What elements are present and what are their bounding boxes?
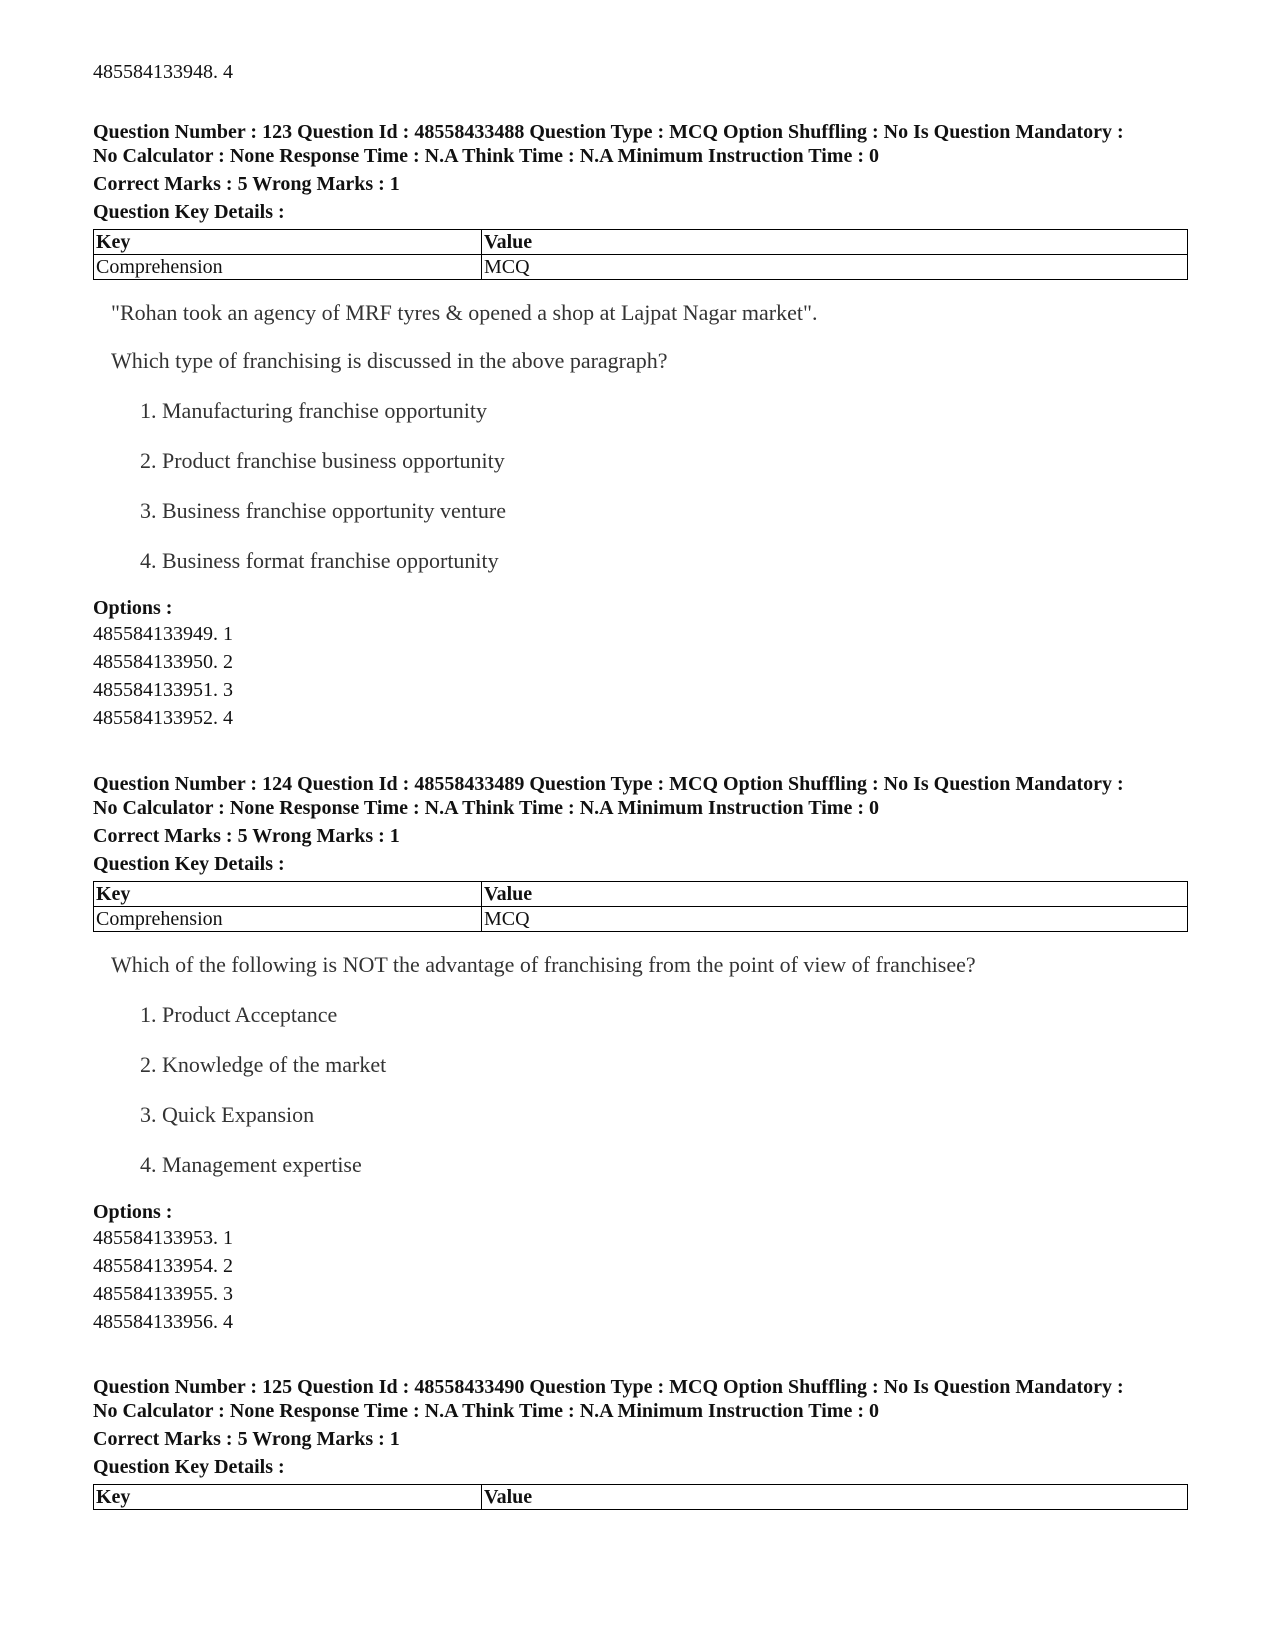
option-item: 485584133949. 1: [93, 623, 233, 645]
table-header-value: Value: [482, 230, 1188, 255]
question-image: [93, 952, 1188, 1178]
choice-item: 2. Product franchise business opportunity: [140, 448, 505, 473]
table-header-value: Value: [482, 882, 1188, 907]
table-header-row: [94, 230, 1188, 255]
table-row: [94, 255, 1188, 280]
choice-item: 3. Quick Expansion: [140, 1102, 315, 1127]
choice-item: 4. Business format franchise opportunity: [140, 548, 499, 573]
table-row: [94, 907, 1188, 932]
question-header-line2: No Calculator : None Response Time : N.A Think Time : N.A Minimum Instruction Time : 0: [93, 145, 879, 167]
marks: Correct Marks : 5 Wrong Marks : 1: [93, 1428, 400, 1450]
table-cell-value: MCQ: [482, 907, 1188, 932]
question-text: Which type of franchising is discussed in the above paragraph?: [111, 348, 668, 373]
table-header-row: [94, 1485, 1188, 1510]
option-item: 485584133954. 2: [93, 1255, 233, 1277]
question-header-line1: Question Number : 125 Question Id : 48558433490 Question Type : MCQ Option Shuffling : No Is Question Mandatory :: [93, 1376, 1124, 1398]
choice-item: 1. Manufacturing franchise opportunity: [140, 398, 488, 423]
options-title: Options :: [93, 1201, 173, 1223]
choice-item: 3. Business franchise opportunity venture: [140, 498, 506, 523]
table-header-key: Key: [94, 230, 482, 255]
key-details-title: Question Key Details :: [93, 1456, 285, 1478]
question-text: Which of the following is NOT the advantage of franchising from the point of view of franchisee?: [111, 952, 976, 977]
choice-item: 4. Management expertise: [140, 1152, 362, 1177]
prev-option: 485584133948. 4: [93, 61, 233, 83]
question-header-line1: Question Number : 124 Question Id : 48558433489 Question Type : MCQ Option Shuffling : No Is Question Mandatory :: [93, 773, 1124, 795]
question-header-line2: No Calculator : None Response Time : N.A Think Time : N.A Minimum Instruction Time : 0: [93, 797, 879, 819]
question-block-124: [93, 772, 1188, 1336]
option-item: 485584133956. 4: [93, 1311, 233, 1333]
table-cell-value: MCQ: [482, 255, 1188, 280]
choice-item: 2. Knowledge of the market: [140, 1052, 387, 1077]
marks: Correct Marks : 5 Wrong Marks : 1: [93, 173, 400, 195]
question-block-123: [93, 120, 1188, 732]
key-details-table: [93, 1484, 1188, 1510]
marks: Correct Marks : 5 Wrong Marks : 1: [93, 825, 400, 847]
question-header-line2: No Calculator : None Response Time : N.A Think Time : N.A Minimum Instruction Time : 0: [93, 1400, 879, 1422]
question-passage: "Rohan took an agency of MRF tyres & opened a shop at Lajpat Nagar market".: [111, 300, 818, 325]
table-header-key: Key: [94, 1485, 482, 1510]
key-details-title: Question Key Details :: [93, 201, 285, 223]
question-header-line1: Question Number : 123 Question Id : 48558433488 Question Type : MCQ Option Shuffling : No Is Question Mandatory :: [93, 121, 1124, 143]
option-item: 485584133950. 2: [93, 651, 233, 673]
option-item: 485584133953. 1: [93, 1227, 233, 1249]
question-image: [93, 300, 1188, 574]
option-item: 485584133952. 4: [93, 707, 233, 729]
table-cell-key: Comprehension: [94, 907, 482, 932]
table-header-value: Value: [482, 1485, 1188, 1510]
choice-item: 1. Product Acceptance: [140, 1002, 338, 1027]
key-details-table: [93, 881, 1188, 932]
table-header-row: [94, 882, 1188, 907]
option-item: 485584133951. 3: [93, 679, 233, 701]
key-details-table: [93, 229, 1188, 280]
key-details-title: Question Key Details :: [93, 853, 285, 875]
question-block-125: [93, 1375, 1188, 1510]
options-title: Options :: [93, 597, 173, 619]
table-cell-key: Comprehension: [94, 255, 482, 280]
option-item: 485584133955. 3: [93, 1283, 233, 1305]
table-header-key: Key: [94, 882, 482, 907]
